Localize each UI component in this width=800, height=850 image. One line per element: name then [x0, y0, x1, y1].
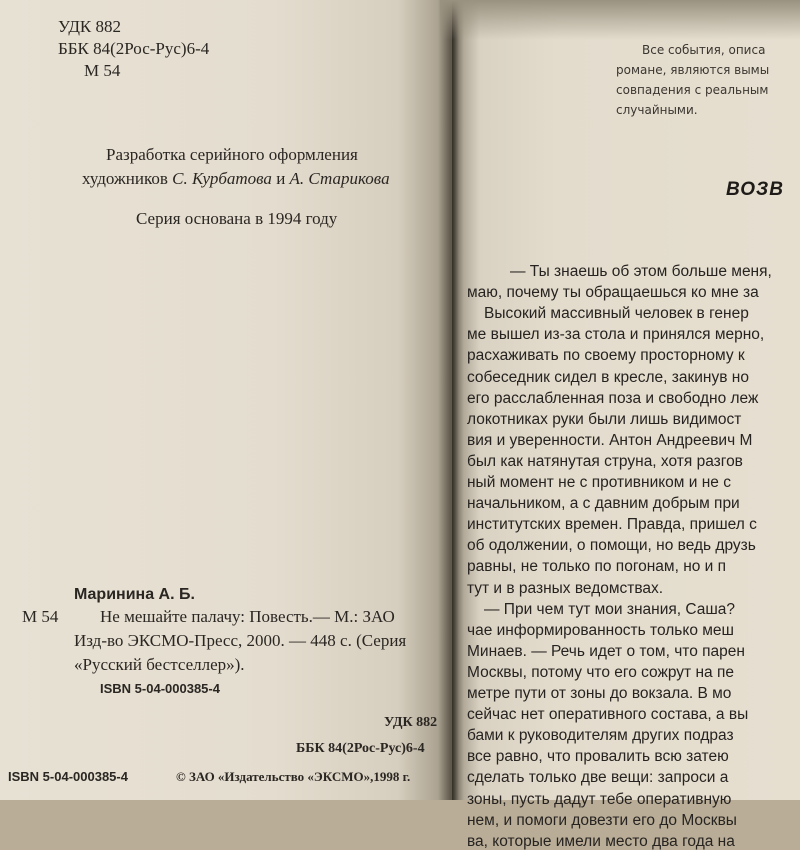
story-line: расхаживать по своему просторному к — [467, 347, 745, 365]
disclaimer-line: романе, являются вымы — [616, 63, 770, 77]
bibliographic-line3: «Русский бестселлер»). — [74, 655, 245, 674]
story-line: тут и в разных ведомствах. — [467, 579, 664, 597]
design-credit-prefix: художников — [82, 169, 168, 188]
isbn-mid: ISBN 5-04-000385-4 — [100, 681, 220, 696]
bibliographic-line2: Изд-во ЭКСМО-Пресс, 2000. — 448 с. (Серия — [74, 631, 407, 650]
book-gutter-shadow — [438, 0, 464, 800]
story-line: маю, почему ты обращаешься ко мне за — [467, 284, 759, 302]
story-line: локотниках руки были лишь видимост — [467, 410, 742, 428]
story-line: бами к руководителям других подраз — [467, 727, 734, 745]
series-founded: Серия основана в 1994 году — [136, 209, 338, 228]
story-line: Москвы, потому что его сожрут на пе — [467, 663, 734, 681]
story-line: — Ты знаешь об этом больше меня, — [510, 263, 772, 280]
story-line: нем, и помоги довезти его до Москвы — [467, 811, 737, 829]
chapter-heading: ВОЗВ — [726, 179, 784, 200]
author-mark-mid: М 54 — [22, 607, 59, 626]
story-line: Минаев. — Речь идет о том, что парен — [467, 642, 745, 660]
design-credit-line2 — [82, 170, 390, 187]
author-mark-top: М 54 — [84, 61, 121, 80]
udk-code-bottom: УДК 882 — [384, 715, 438, 730]
story-line: об одолжении, о помощи, но ведь друзь — [467, 537, 756, 555]
story-line: был как натянутая струна, хотя разгов — [467, 452, 743, 470]
design-artist-1: С. Курбатова — [172, 169, 272, 188]
story-line: метре пути от зоны до вокзала. В мо — [467, 685, 732, 702]
story-line: ме вышел из-за стола и принялся мерно, — [467, 326, 765, 344]
design-credit-and: и — [276, 169, 286, 188]
isbn-bottom: ISBN 5-04-000385-4 — [8, 769, 128, 784]
story-line: начальником, а с давним добрым при — [467, 495, 740, 513]
design-credit-line1: Разработка серийного оформления — [106, 145, 358, 164]
bbk-code-bottom: ББК 84(2Рос-Рус)6-4 — [296, 741, 425, 756]
right-page-top-shadow — [440, 0, 800, 40]
story-line: ный момент не с противником и не с — [467, 474, 731, 491]
bibliographic-line1: Не мешайте палачу: Повесть.— М.: ЗАО — [100, 607, 395, 626]
story-line: сделать только две вещи: запроси а — [467, 769, 729, 787]
story-line: зоны, пусть дадут тебе оперативную — [467, 790, 732, 808]
story-line: ва, которые имели место два года на — [467, 832, 735, 850]
bbk-code-top: ББК 84(2Рос-Рус)6-4 — [58, 39, 210, 58]
design-artist-2: А. Старикова — [289, 169, 390, 188]
story-line: вия и уверенности. Антон Андреевич М — [467, 431, 753, 449]
disclaimer-line: совпадения с реальным — [616, 83, 769, 97]
story-line: собеседник сидел в кресле, закинув но — [467, 368, 749, 386]
story-line: все равно, что провалить всю затею — [467, 748, 729, 766]
story-line: сейчас нет оперативного состава, а вы — [467, 706, 749, 724]
disclaimer-line: случайными. — [616, 103, 698, 117]
story-line: равны, не только по погонам, но и п — [467, 558, 727, 576]
story-line: институтских времен. Правда, пришел с — [467, 516, 757, 534]
author-name: Маринина А. Б. — [74, 586, 195, 603]
story-line: чае информированность только меш — [467, 621, 734, 639]
copyright-line: © ЗАО «Издательство «ЭКСМО»,1998 г. — [176, 769, 411, 784]
story-line: его расслабленная поза и свободно леж — [467, 389, 759, 407]
story-line: — При чем тут мои знания, Саша? — [484, 600, 736, 618]
disclaimer-line: Все события, описа — [642, 43, 766, 57]
udk-code-top: УДК 882 — [58, 17, 122, 36]
story-line: Высокий массивный человек в генер — [484, 305, 749, 323]
